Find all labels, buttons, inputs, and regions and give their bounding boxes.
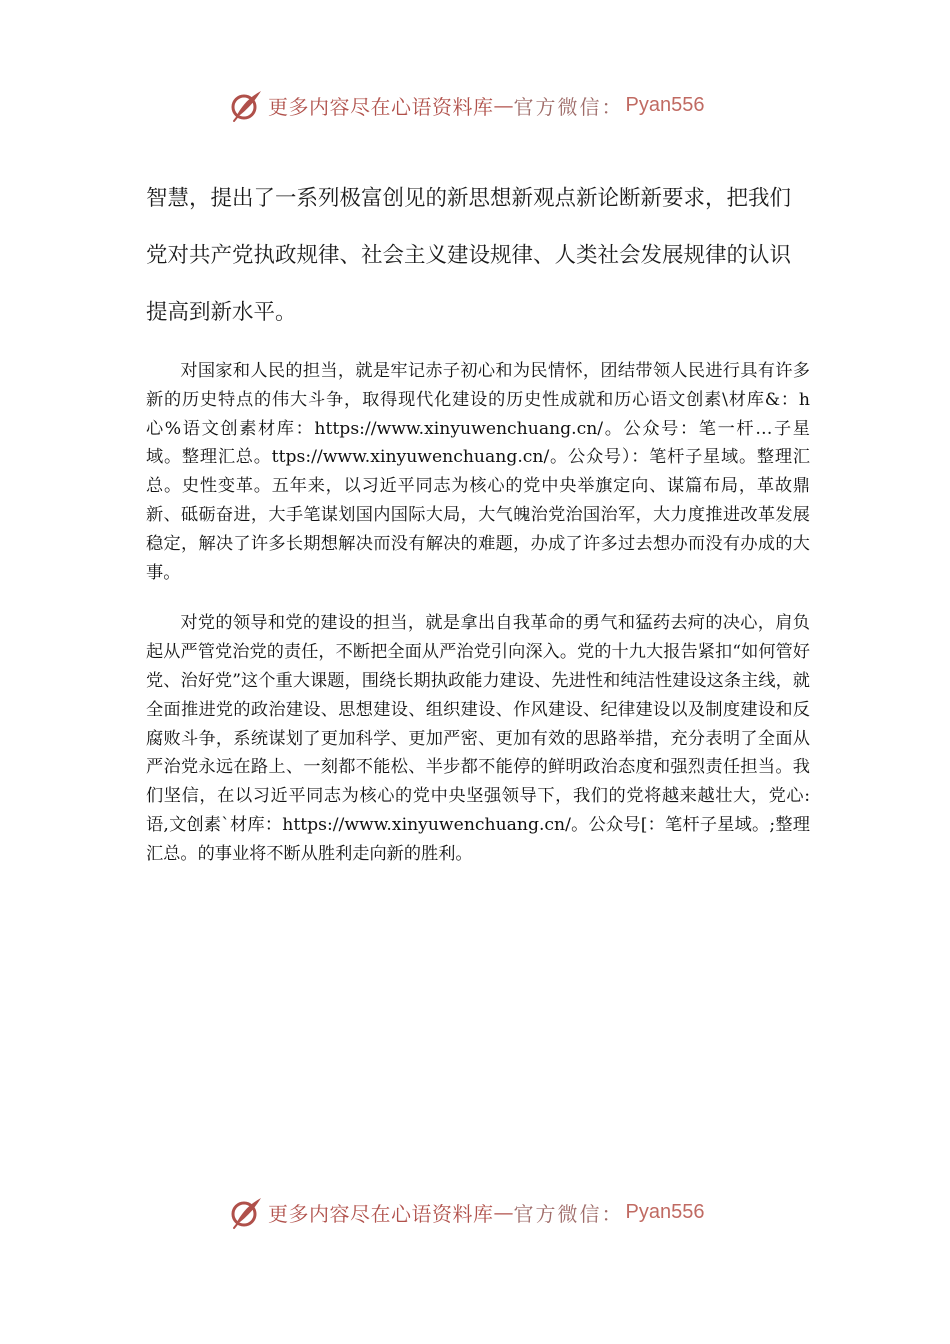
footer-banner bbox=[228, 1192, 788, 1232]
banner-wechat-id: Pyan556 bbox=[625, 1200, 705, 1223]
quill-logo-icon bbox=[228, 1194, 264, 1230]
banner-dash: — bbox=[493, 1200, 514, 1224]
banner-label: 官方微信： bbox=[513, 1201, 624, 1226]
banner-wechat-id: Pyan556 bbox=[625, 93, 705, 116]
lead-paragraph-block bbox=[146, 170, 806, 341]
body-paragraph: 对党的领导和党的建设的担当，就是拿出自我革命的勇气和猛药去疴的决心，肩负起从严管党治党的责任，不断把全面从严治党引向深入。党的十九大报告紧扣“如何管好党、治好党”这个重大课题，围绕长期执政能力建设、先进性和纯洁性建设这条主线，就全面推进党的政治建设、思想建设、组织建设、作风建设、纪律建设以及制度建设和反腐败斗争，系统谋划了更加科学、更加严密、更加有效的思路举措，充分表明了全面从严治党永远在路上、一刻都不能松、半步都不能停的鲜明政治态度和强烈责任担当。我们坚信，在以习近平同志为核心的党中央坚强领导下，我们的党将越来越壮大，党心:语,文创素`材库：https://www.xinyuwenchuang.cn/。公众号[：笔杆子星域。;整理汇总。的事业将不断从胜利走向新的胜利。 bbox=[146, 613, 810, 864]
banner-title: 更多内容尽在心语资料库 bbox=[268, 1201, 494, 1226]
body-paragraph: 对国家和人民的担当，就是牢记赤子初心和为民情怀，团结带领人民进行具有许多新的历史特点的伟大斗争，取得现代化建设的历史性成就和历心语文创素\材库&：h 心%语文创素材库：https://www.xinyuwenchuang.cn/。公众号：笔一杆…子星域。整理汇总。ttps://www.xinyuwenchuang.cn/。公众号）：笔杆子星域。整理汇总。史性变革。五年来，以习近平同志为核心的党中央举旗定向、谋篇布局，革故鼎新、砥砺奋进，大手笔谋划国内国际大局，大气魄治党治国治军，大力度推进改革发展稳定，解决了许多长期想解决而没有解决的难题，办成了许多过去想办而没有办成的大事。 bbox=[146, 361, 810, 583]
header-banner bbox=[228, 85, 788, 125]
lead-paragraph: 智慧，提出了一系列极富创见的新思想新观点新论断新要求，把我们党对共产党执政规律、社会主义建设规律、人类社会发展规律的认识提高到新水平。 bbox=[146, 186, 792, 325]
quill-logo-icon bbox=[228, 87, 264, 123]
banner-dash: — bbox=[493, 93, 514, 117]
body-text bbox=[146, 357, 810, 891]
banner-title: 更多内容尽在心语资料库 bbox=[268, 94, 494, 119]
banner-label: 官方微信： bbox=[513, 94, 624, 119]
